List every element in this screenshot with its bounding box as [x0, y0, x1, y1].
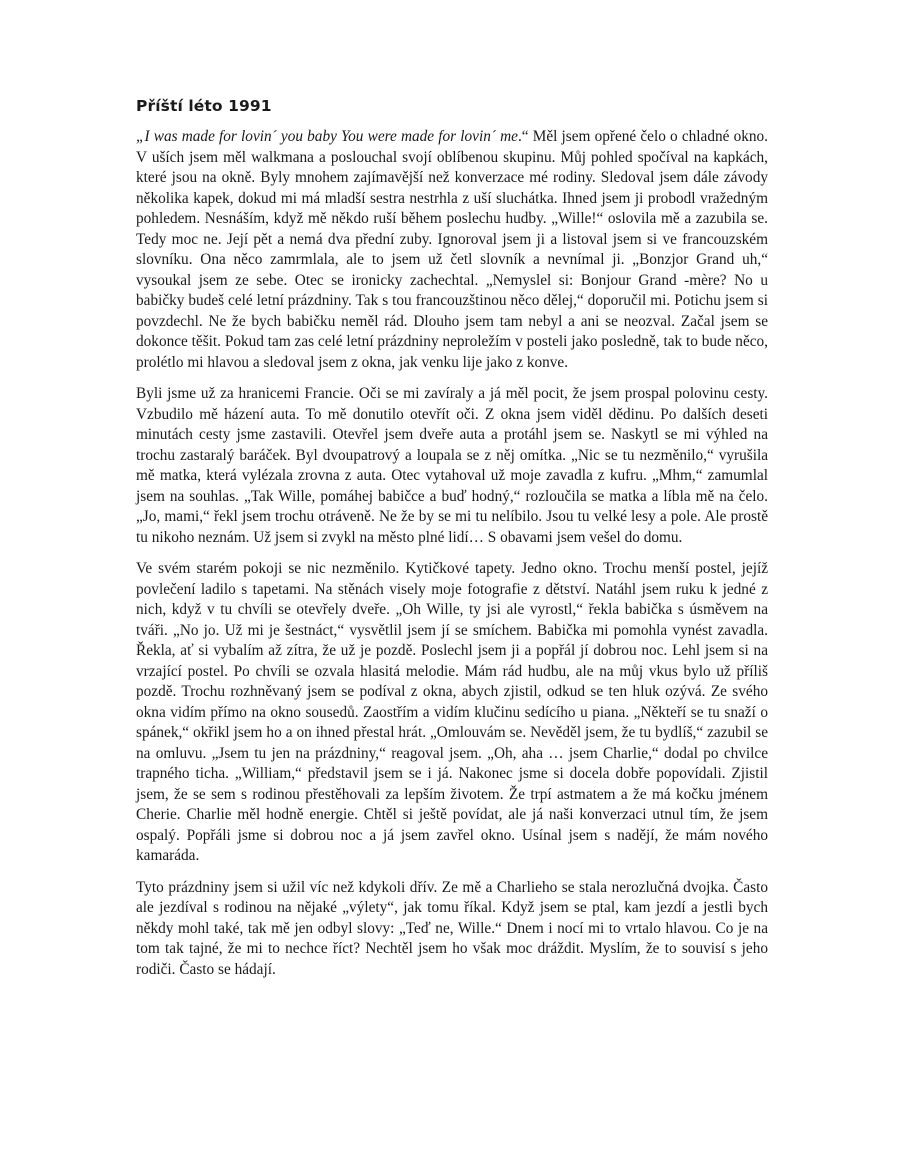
paragraph-3 [136, 559, 768, 867]
paragraph-4-text: Tyto prázdniny jsem si užil víc než kdykoli dřív. Ze mě a Charlieho se stala nerozlučná dvojka. Často ale jezdíval s rodinou na nějaké „výlety“, jak tomu říkal. Když jsem se ptal, kam jezdí a jestli bych někdy mohl také, tak mě jen odbyl slovy: „Teď ne, Wille.“ Dnem i nocí mi to vrtalo hlavou. Co je na tom tak tajné, že mi to nechce říct? Nechtěl jsem ho však moc dráždit. Myslím, že to souvisí s jeho rodiči. Často se hádají. [136, 878, 768, 978]
paragraph-2-text: Byli jsme už za hranicemi Francie. Oči se mi zavíraly a já měl pocit, že jsem prospal polovinu cesty. Vzbudilo mě házení auta. To mě donutilo otevřít oči. Z okna jsem viděl dědinu. Po dalších deseti minutách cesty jsme zastavili. Otevřel jsem dveře auta a protáhl jsem se. Naskytl se mi výhled na trochu zastaralý baráček. Byl dvoupatrový a loupala se z něj omítka. „Nic se tu nezměnilo,“ vyrušila mě matka, která vylézala zrovna z auta. Otec vytahoval už moje zavadla z kufru. „Mhm,“ zamumlal jsem na souhlas. „Tak Wille, pomáhej babičce a buď hodný,“ rozloučila se matka a líbla mě na čelo. „Jo, mami,“ řekl jsem trochu otráveně. Ne že by se mi tu nelíbilo. Jsou tu velké lesy a pole. Ale prostě tu nikoho neznám. Už jsem si zvykl na město plné lidí… S obavami jsem vešel do domu. [136, 385, 768, 546]
paragraph-4 [136, 878, 768, 981]
paragraph-1-text: .“ Měl jsem opřené čelo o chladné okno. V uších jsem měl walkmana a poslouchal svojí oblíbenou skupinu. Můj pohled spočíval na kapkách, které jsou na okně. Byly mnohem zajímavější než konverzace mé rodiny. Sledoval jsem dále závody několika kapek, dokud mi má mladší sestra nestrhla z uší sluchátka. Ihned jsem ji probodl vražedným pohledem. Nesnáším, když mě někdo ruší během poslechu hudby. „Wille!“ oslovila mě a zazubila se. Tedy moc ne. Její pět a nemá dva přední zuby. Ignoroval jsem ji a listoval jsem si ve francouzském slovníku. Ona něco zamrmlala, ale to jsem už četl slovník a nevnímal ji. „Bonzjor Grand uh,“ vysoukal jsem ze sebe. Otec se ironicky zachechtal. „Nemyslel si: Bonjour Grand -mère? No u babičky budeš celé letní prázdniny. Tak s tou francouzštinou něco dělej,“ doporučil mi. Potichu jsem si povzdechl. Ne že bych babičku neměl rád. Dlouho jsem tam nebyl a ani se neozval. Začal jsem se dokonce těšit. Pokud tam zas celé letní prázdniny neproležím v posteli jako posledně, tak to bude něco, prolétlo mi hlavou a sledoval jsem z okna, jak venku lije jako z konve. [136, 128, 768, 371]
paragraph-1 [136, 127, 768, 373]
paragraph-2 [136, 384, 768, 548]
document-page [136, 97, 768, 991]
document-title: Příští léto 1991 [136, 97, 272, 115]
paragraph-3-text: Ve svém starém pokoji se nic nezměnilo. Kytičkové tapety. Jedno okno. Trochu menší postel, jejíž povlečení ladilo s tapetami. Na stěnách visely moje fotografie z dětství. Natáhl jsem ruku k jedné z nich, když v tu chvíli se otevřely dveře. „Oh Wille, ty jsi ale vyrostl,“ řekla babička s úsměvem na tváři. „No jo. Už mi je šestnáct,“ vysvětlil jsem jí se smíchem. Babička mi pomohla vynést zavadla. Řekla, ať si vybalím až zítra, že už je pozdě. Poslechl jsem ji a popřál jí dobrou noc. Lehl jsem si na vrzající postel. Po chvíli se ozvala hlasitá melodie. Mám rád hudbu, ale na můj vkus bylo už příliš pozdě. Trochu rozhněvaný jsem se podíval z okna, abych zjistil, odkud se ten hluk ozývá. Ze svého okna vidím přímo na okno sousedů. Zaostřím a vidím klučinu sedícího u piana. „Někteří se tu snaží o spánek,“ okřikl jsem ho a on ihned přestal hrát. „Omlouvám se. Nevěděl jsem, že tu bydlíš,“ zazubil se na omluvu. „Jsem tu jen na prázdniny,“ reagoval jsem. „Oh, aha … jsem Charlie,“ dodal po chvilce trapného ticha. „William,“ představil jsem se i já. Nakonec jsme si docela dobře popovídali. Zjistil jsem, že se sem s rodinou přestěhovali za lepším životem. Že trpí astmatem a že má kočku jménem Cherie. Charlie měl hodně energie. Chtěl si ještě povídat, ale já naši konverzaci utnul tím, že jsem ospalý. Popřáli jsme si dobrou noc a já jsem zavřel okno. Usínal jsem s nadějí, že mám nového kamaráda. [136, 560, 768, 864]
song-lyric-quote: „I was made for lovin´ you baby You were made for lovin´ me [136, 128, 518, 145]
